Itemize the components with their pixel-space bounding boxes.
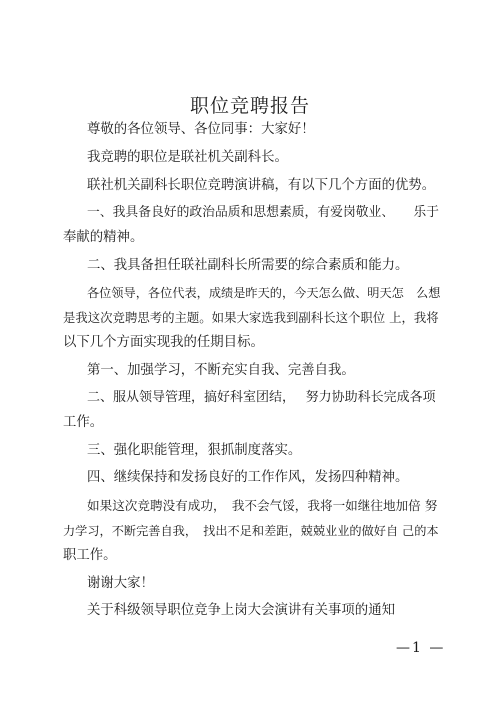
paragraph-line: 力学习，不断完善自我， 找出不足和差距，兢兢业业的做好自 己的本 xyxy=(63,524,439,538)
paragraph-line: 如果这次竞聘没有成功， 我不会气馁，我将一如继往地加倍 努 xyxy=(87,498,438,513)
greeting-line: 尊敬的各位领导、各位同事：大家好！ xyxy=(87,122,315,137)
paragraph-line: 各位领导，各位代表，成绩是昨天的，今天怎么做、明天怎 么想 xyxy=(87,286,441,300)
paragraph-line: 奉献的精神。 xyxy=(63,230,144,245)
position-line: 我竞聘的职位是联社机关副科长。 xyxy=(87,150,288,165)
paragraph-line: 二、我具备担任联社副科长所需要的综合素质和能力。 xyxy=(87,258,409,273)
paragraph-line: 是我这次竞聘思考的主题。如果大家选我到副科长这个职位 上，我将 xyxy=(63,310,439,325)
paragraph-line: 职工作。 xyxy=(63,548,117,563)
advantages-intro-line: 联社机关副科长职位竞聘演讲稿，有以下几个方面的优势。 xyxy=(87,178,436,193)
paragraph-line: 二、服从领导管理，搞好科室团结， 努力协助科长完成各项 xyxy=(87,390,436,405)
paragraph-line: 以下几个方面实现我的任期目标。 xyxy=(63,335,264,350)
thanks-line: 谢谢大家！ xyxy=(87,576,154,591)
notice-title-line: 关于科级领导职位竞争上岗大会演讲有关事项的通知 xyxy=(87,603,395,618)
paragraph-line: 工作。 xyxy=(63,415,104,430)
paragraph-line: 一、我具备良好的政治品质和思想素质，有爱岗敬业、 乐于 xyxy=(87,205,439,220)
paragraph-line: 三、强化职能管理，狠抓制度落实。 xyxy=(87,443,302,458)
paragraph-line: 四、继续保持和发扬良好的工作作风，发扬四种精神。 xyxy=(87,470,409,485)
paragraph-line: 第一、加强学习，不断充实自我、完善自我。 xyxy=(87,363,355,378)
page-number: —1 — xyxy=(396,640,446,656)
document-title: 职位竞聘报告 xyxy=(189,95,310,117)
